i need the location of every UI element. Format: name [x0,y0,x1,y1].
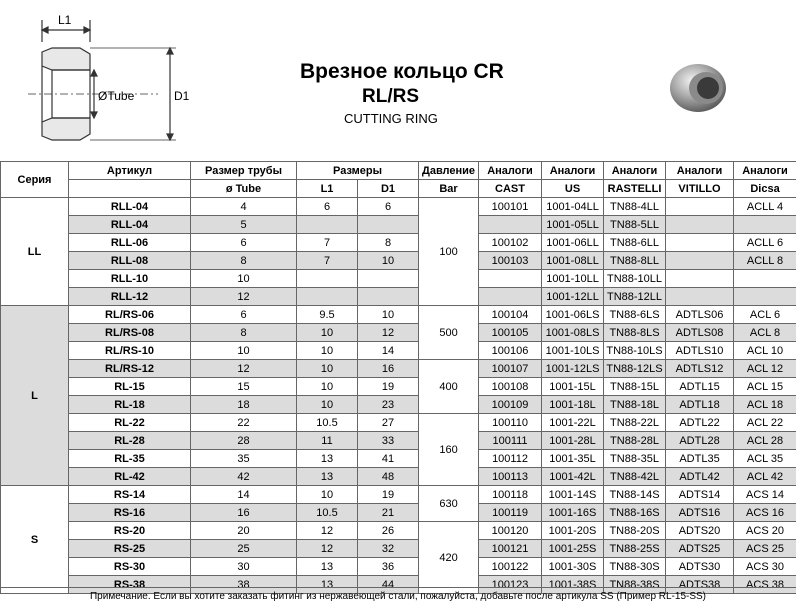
d1-cell: 10 [358,306,419,324]
vitillo-cell [666,252,734,270]
tube-size-cell: 10 [191,270,297,288]
col-analog-vitillo: Аналоги [666,162,734,180]
rastelli-cell: TN88-10LL [604,270,666,288]
vitillo-cell [666,216,734,234]
rastelli-cell: TN88-20S [604,522,666,540]
cast-cell [479,288,542,306]
col-article: Артикул [69,162,191,180]
tube-label: ØTube [98,89,135,103]
series-cell: LL [1,198,69,306]
us-cell: 1001-12LL [542,288,604,306]
col-analog-cast: Аналоги [479,162,542,180]
tube-size-cell: 18 [191,396,297,414]
rastelli-cell: TN88-28L [604,432,666,450]
rastelli-cell: TN88-10LS [604,342,666,360]
table-row [1,396,796,414]
dicsa-cell [734,270,796,288]
dicsa-cell: ACL 10 [734,342,796,360]
col-cast: CAST [479,180,542,198]
cast-cell: 100106 [479,342,542,360]
us-cell: 1001-38S [542,576,604,594]
d1-cell: 48 [358,468,419,486]
l1-cell [297,216,358,234]
us-cell: 1001-06LL [542,234,604,252]
d1-cell: 36 [358,558,419,576]
article-cell: RL/RS-10 [69,342,191,360]
l1-cell: 10 [297,360,358,378]
tube-size-cell: 12 [191,360,297,378]
dicsa-cell: ACLL 8 [734,252,796,270]
d1-cell: 27 [358,414,419,432]
vitillo-cell: ADTLS06 [666,306,734,324]
rastelli-cell: TN88-12LS [604,360,666,378]
col-series: Серия [1,162,69,198]
col-dimensions: Размеры [297,162,419,180]
tube-size-cell: 15 [191,378,297,396]
vitillo-cell: ADTS16 [666,504,734,522]
dicsa-cell: ACS 14 [734,486,796,504]
article-cell: RL/RS-12 [69,360,191,378]
cast-cell: 100111 [479,432,542,450]
article-cell: RL-28 [69,432,191,450]
d1-cell: 14 [358,342,419,360]
rastelli-cell: TN88-35L [604,450,666,468]
l1-cell: 12 [297,540,358,558]
l1-cell [297,270,358,288]
d1-cell: 12 [358,324,419,342]
footnote: Примечание. Если вы хотите заказать фитинг из нержавеющей стали, пожалуйста, добавьте после артикула SS (Пример RL-15-SS) [0,587,796,606]
rastelli-cell: TN88-22L [604,414,666,432]
dicsa-cell: ACLL 4 [734,198,796,216]
cast-cell: 100103 [479,252,542,270]
article-cell: RL-22 [69,414,191,432]
l1-cell: 10.5 [297,504,358,522]
us-cell: 1001-20S [542,522,604,540]
table-row [1,288,796,306]
l1-cell: 6 [297,198,358,216]
pressure-cell: 420 [419,522,479,594]
rastelli-cell: TN88-16S [604,504,666,522]
vitillo-cell: ADTL18 [666,396,734,414]
us-cell: 1001-12LS [542,360,604,378]
cutting-ring-photo-icon [668,58,730,116]
l1-cell: 10 [297,396,358,414]
table-row [1,414,796,432]
table-row [1,486,796,504]
us-cell: 1001-05LL [542,216,604,234]
us-cell: 1001-04LL [542,198,604,216]
cast-cell: 100105 [479,324,542,342]
tube-size-cell: 12 [191,288,297,306]
cast-cell: 100123 [479,576,542,594]
title-block [300,60,560,126]
dicsa-cell: ACL 22 [734,414,796,432]
header [0,0,796,160]
dicsa-cell: ACS 20 [734,522,796,540]
tube-size-cell: 8 [191,324,297,342]
cast-cell: 100118 [479,486,542,504]
pressure-cell: 400 [419,360,479,414]
col-l1: L1 [297,180,358,198]
col-article-sub [69,180,191,198]
col-tube-sub: ø Tube [191,180,297,198]
l1-cell: 10 [297,324,358,342]
article-cell: RL-35 [69,450,191,468]
d1-cell: 23 [358,396,419,414]
col-vitillo: VITILLO [666,180,734,198]
us-cell: 1001-28L [542,432,604,450]
cast-cell [479,216,542,234]
article-cell: RS-30 [69,558,191,576]
page-title: Врезное кольцо CR [300,60,504,83]
l1-cell: 7 [297,252,358,270]
dicsa-cell: ACS 25 [734,540,796,558]
dicsa-cell: ACL 42 [734,468,796,486]
article-cell: RL/RS-08 [69,324,191,342]
pressure-cell: 630 [419,486,479,522]
vitillo-cell [666,234,734,252]
tube-size-cell: 14 [191,486,297,504]
rastelli-cell: TN88-15L [604,378,666,396]
dicsa-cell: ACL 8 [734,324,796,342]
us-cell: 1001-30S [542,558,604,576]
dicsa-cell: ACS 30 [734,558,796,576]
cast-cell: 100122 [479,558,542,576]
l1-cell: 9.5 [297,306,358,324]
col-bar: Bar [419,180,479,198]
pressure-cell: 160 [419,414,479,486]
vitillo-cell: ADTLS10 [666,342,734,360]
col-rastelli: RASTELLI [604,180,666,198]
dicsa-cell: ACS 38 [734,576,796,594]
series-cell: L [1,306,69,486]
cutting-ring-table [0,161,796,594]
article-cell: RS-14 [69,486,191,504]
tube-size-cell: 6 [191,234,297,252]
dicsa-cell: ACL 6 [734,306,796,324]
us-cell: 1001-25S [542,540,604,558]
us-cell: 1001-08LL [542,252,604,270]
d1-cell: 10 [358,252,419,270]
table-row [1,522,796,540]
table-row [1,468,796,486]
l1-cell: 12 [297,522,358,540]
vitillo-cell [666,270,734,288]
cast-cell: 100104 [479,306,542,324]
vitillo-cell: ADTL15 [666,378,734,396]
vitillo-cell [666,288,734,306]
header-row-1 [1,162,796,180]
rastelli-cell: TN88-42L [604,468,666,486]
col-us: US [542,180,604,198]
col-pressure: Давление [419,162,479,180]
table-row [1,270,796,288]
us-cell: 1001-14S [542,486,604,504]
l1-cell: 13 [297,558,358,576]
cutting-ring-drawing [8,8,198,158]
rastelli-cell: TN88-8LL [604,252,666,270]
article-cell: RL-18 [69,396,191,414]
col-tube-size: Размер трубы [191,162,297,180]
tube-size-cell: 5 [191,216,297,234]
d1-cell: 8 [358,234,419,252]
us-cell: 1001-08LS [542,324,604,342]
l1-cell: 10 [297,486,358,504]
d1-cell: 19 [358,486,419,504]
table-row [1,216,796,234]
d1-cell: 6 [358,198,419,216]
table-row [1,450,796,468]
tube-size-cell: 30 [191,558,297,576]
tube-size-cell: 35 [191,450,297,468]
article-cell: RS-38 [69,576,191,594]
dicsa-cell: ACL 15 [734,378,796,396]
table-row [1,432,796,450]
d1-cell [358,270,419,288]
dicsa-cell [734,288,796,306]
l1-cell: 10.5 [297,414,358,432]
cast-cell: 100102 [479,234,542,252]
col-d1: D1 [358,180,419,198]
rastelli-cell: TN88-14S [604,486,666,504]
tube-size-cell: 28 [191,432,297,450]
us-cell: 1001-35L [542,450,604,468]
col-dicsa: Dicsa [734,180,796,198]
tube-size-cell: 42 [191,468,297,486]
cast-cell: 100120 [479,522,542,540]
pressure-cell: 500 [419,306,479,360]
cast-cell: 100110 [479,414,542,432]
rastelli-cell: TN88-25S [604,540,666,558]
rastelli-cell: TN88-18L [604,396,666,414]
tube-size-cell: 38 [191,576,297,594]
tube-size-cell: 25 [191,540,297,558]
cast-cell: 100101 [479,198,542,216]
vitillo-cell: ADTS38 [666,576,734,594]
cast-cell: 100112 [479,450,542,468]
cast-cell [479,270,542,288]
us-cell: 1001-22L [542,414,604,432]
us-cell: 1001-16S [542,504,604,522]
rastelli-cell: TN88-5LL [604,216,666,234]
pressure-cell: 100 [419,198,479,306]
dicsa-cell: ACL 28 [734,432,796,450]
vitillo-cell: ADTS14 [666,486,734,504]
col-analog-rastelli: Аналоги [604,162,666,180]
cast-cell: 100107 [479,360,542,378]
vitillo-cell: ADTLS12 [666,360,734,378]
dicsa-cell: ACS 16 [734,504,796,522]
vitillo-cell: ADTL35 [666,450,734,468]
table-row [1,324,796,342]
l1-cell: 13 [297,450,358,468]
cast-cell: 100119 [479,504,542,522]
tube-size-cell: 10 [191,342,297,360]
tube-size-cell: 22 [191,414,297,432]
table-row [1,198,796,216]
l1-cell: 13 [297,468,358,486]
vitillo-cell: ADTS30 [666,558,734,576]
rastelli-cell: TN88-6LS [604,306,666,324]
article-cell: RLL-12 [69,288,191,306]
article-cell: RLL-08 [69,252,191,270]
article-cell: RS-16 [69,504,191,522]
table-row [1,378,796,396]
article-cell: RS-20 [69,522,191,540]
col-analog-us: Аналоги [542,162,604,180]
us-cell: 1001-10LS [542,342,604,360]
tube-size-cell: 16 [191,504,297,522]
us-cell: 1001-18L [542,396,604,414]
d1-cell: 32 [358,540,419,558]
l1-cell [297,288,358,306]
d1-cell: 21 [358,504,419,522]
vitillo-cell: ADTL28 [666,432,734,450]
cast-cell: 100113 [479,468,542,486]
tube-size-cell: 4 [191,198,297,216]
d1-cell [358,288,419,306]
tube-size-cell: 6 [191,306,297,324]
table-row [1,540,796,558]
page-subtitle: RL/RS [362,86,419,107]
table-body [1,198,796,594]
l1-cell: 10 [297,342,358,360]
tube-size-cell: 8 [191,252,297,270]
table-row [1,342,796,360]
vitillo-cell: ADTLS08 [666,324,734,342]
us-cell: 1001-42L [542,468,604,486]
l1-label: L1 [58,13,72,27]
vitillo-cell: ADTS25 [666,540,734,558]
rastelli-cell: TN88-6LL [604,234,666,252]
vitillo-cell: ADTL22 [666,414,734,432]
d1-cell: 41 [358,450,419,468]
table-row [1,234,796,252]
article-cell: RLL-04 [69,216,191,234]
col-analog-dicsa: Аналоги [734,162,796,180]
table-row [1,504,796,522]
rastelli-cell: TN88-12LL [604,288,666,306]
us-cell: 1001-15L [542,378,604,396]
d1-cell: 44 [358,576,419,594]
cast-cell: 100121 [479,540,542,558]
d1-cell [358,216,419,234]
l1-cell: 13 [297,576,358,594]
us-cell: 1001-06LS [542,306,604,324]
rastelli-cell: TN88-30S [604,558,666,576]
dicsa-cell [734,216,796,234]
d1-cell: 26 [358,522,419,540]
article-cell: RL-42 [69,468,191,486]
d1-cell: 19 [358,378,419,396]
rastelli-cell: TN88-8LS [604,324,666,342]
article-cell: RLL-06 [69,234,191,252]
d1-cell: 33 [358,432,419,450]
us-cell: 1001-10LL [542,270,604,288]
cast-cell: 100109 [479,396,542,414]
dicsa-cell: ACLL 6 [734,234,796,252]
table-row [1,252,796,270]
rastelli-cell: TN88-4LL [604,198,666,216]
series-cell: S [1,486,69,594]
header-row-2 [1,180,796,198]
english-title: CUTTING RING [344,111,438,126]
l1-cell: 11 [297,432,358,450]
l1-cell: 10 [297,378,358,396]
dicsa-cell: ACL 35 [734,450,796,468]
table-row [1,306,796,324]
table-row [1,558,796,576]
d1-label: D1 [174,89,190,103]
vitillo-cell: ADTL42 [666,468,734,486]
d1-cell: 16 [358,360,419,378]
tube-size-cell: 20 [191,522,297,540]
article-cell: RS-25 [69,540,191,558]
cast-cell: 100108 [479,378,542,396]
article-cell: RLL-04 [69,198,191,216]
vitillo-cell [666,198,734,216]
rastelli-cell: TN88-38S [604,576,666,594]
vitillo-cell: ADTS20 [666,522,734,540]
article-cell: RLL-10 [69,270,191,288]
dicsa-cell: ACL 18 [734,396,796,414]
dicsa-cell: ACL 12 [734,360,796,378]
l1-cell: 7 [297,234,358,252]
article-cell: RL-15 [69,378,191,396]
table-row [1,360,796,378]
article-cell: RL/RS-06 [69,306,191,324]
